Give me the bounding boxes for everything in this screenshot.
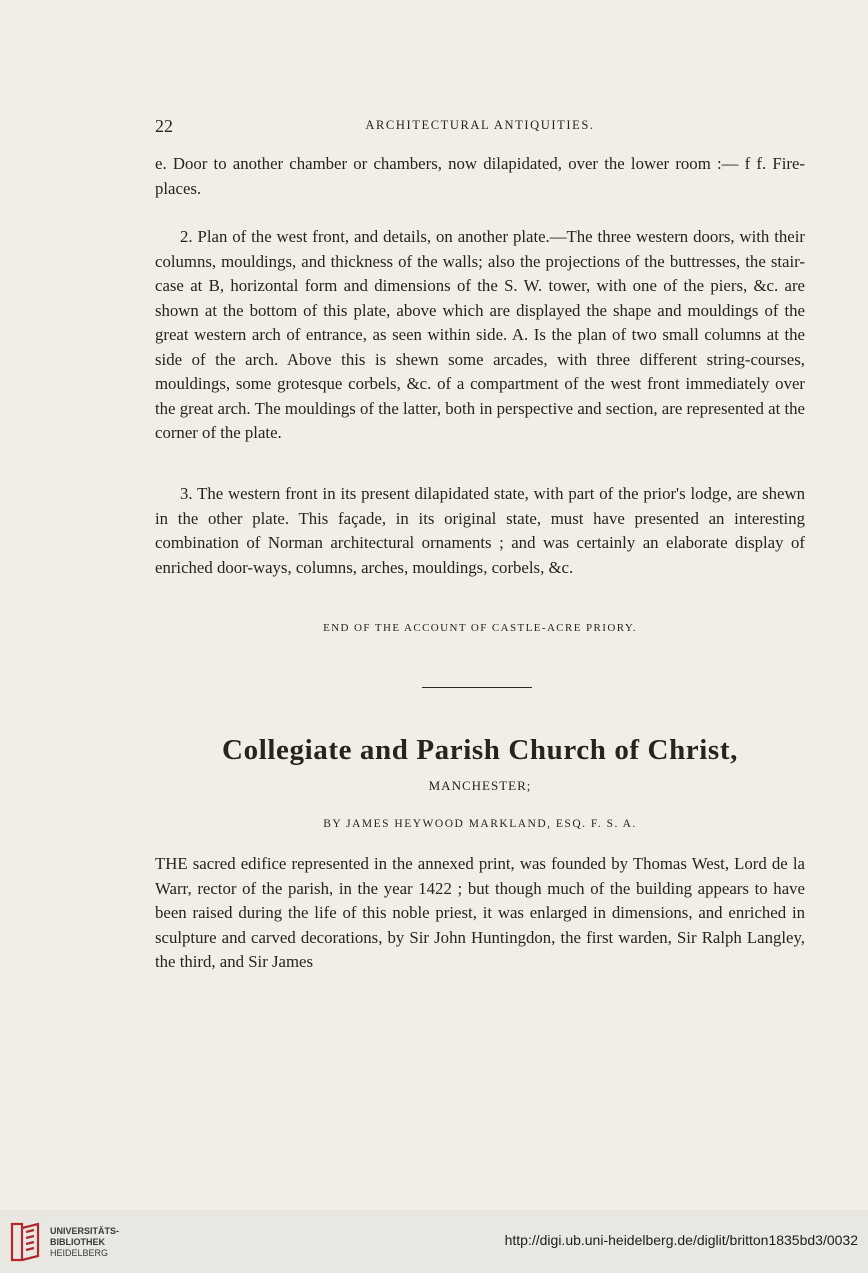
- permalink-url[interactable]: http://digi.ub.uni-heidelberg.de/diglit/britton1835bd3/0032: [504, 1232, 858, 1248]
- library-name-line-3: HEIDELBERG: [50, 1248, 109, 1258]
- paragraph-item-3: 3. The western front in its present dilapidated state, with part of the prior's lodge, are shewn in the other plate. This façade, in its original state, must have presented an interesting combination of Norman architectural ornaments ; and was certainly an elaborate display of enriched door-ways, columns, arches, mouldings, corbels, &c.: [155, 484, 805, 577]
- paragraph-item-e: e. Door to another chamber or chambers, now dilapidated, over the lower room :— f f. Fire-places.: [155, 154, 805, 198]
- paragraph-intro: THE sacred edifice represented in the annexed print, was founded by Thomas West, Lord de la Warr, rector of the parish, in the year 1422 ; but though much of the building appears to have been raised during the life of this noble priest, it was enlarged in dimensions, and enriched in sculpture and carved decorations, by Sir John Huntingdon, the first warden, Sir Ralph Langley, the third, and Sir James: [155, 854, 805, 971]
- viewer-footer: [0, 1210, 868, 1273]
- end-note: END OF THE ACCOUNT OF CASTLE-ACRE PRIORY.: [323, 622, 637, 634]
- library-logo-icon[interactable]: [8, 1220, 42, 1264]
- library-name-line-1: UNIVERSITÄTS-: [50, 1226, 120, 1236]
- section-divider: [422, 687, 532, 688]
- running-head: ARCHITECTURAL ANTIQUITIES.: [365, 118, 595, 132]
- paragraph-item-2: 2. Plan of the west front, and details, on another plate.—The three western doors, with their columns, mouldings, and thickness of the walls; also the projections of the buttresses, the stair-case at B, horizontal form and dimensions of the S. W. tower, with one of the piers, &c. are shown at the bottom of this plate, above which are displayed the shape and mouldings of the great western arch of entrance, as seen within side. A. Is the plan of two small columns at the side of the arch. Above this is shewn some arcades, with three different string-courses, mouldings, some grotesque corbels, &c. of a compartment of the west front immediately over the great arch. The mouldings of the latter, both in perspective and section, are represented at the corner of the plate.: [155, 227, 805, 442]
- author-byline: BY JAMES HEYWOOD MARKLAND, ESQ. F. S. A.: [323, 818, 637, 830]
- page-number: 22: [155, 116, 173, 136]
- section-location: MANCHESTER;: [428, 778, 532, 793]
- library-name-line-2: BIBLIOTHEK: [50, 1237, 105, 1247]
- library-name: [50, 1226, 119, 1259]
- page-header: [155, 116, 805, 138]
- section-title: Collegiate and Parish Church of Christ,: [222, 734, 738, 766]
